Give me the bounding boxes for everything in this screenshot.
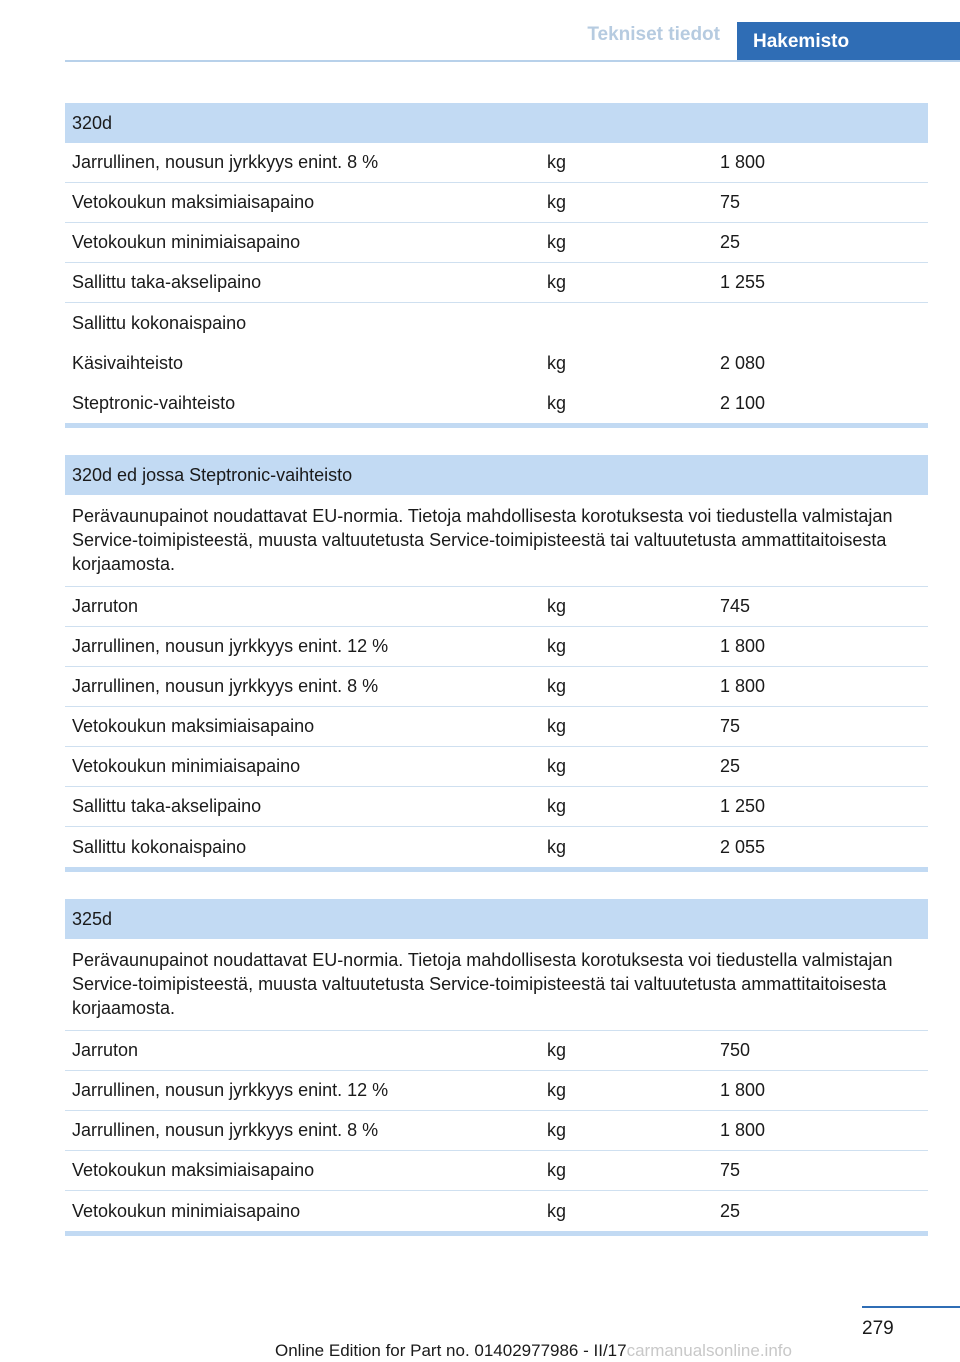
row-unit: kg <box>547 192 567 212</box>
row-unit: kg <box>547 596 567 616</box>
page-header <box>0 0 960 62</box>
row-value: 1 800 <box>720 1080 766 1100</box>
row-label: Jarrullinen, nousun jyrkkyys enint. 8 % <box>72 152 379 172</box>
table-row <box>65 223 928 263</box>
table-row <box>65 1031 928 1071</box>
row-label: Vetokoukun minimiaisapaino <box>72 232 301 252</box>
row-unit: kg <box>547 272 567 292</box>
table-title: 320d <box>65 103 928 143</box>
row-unit: kg <box>547 836 567 857</box>
row-unit: kg <box>547 756 567 776</box>
header-divider <box>65 60 960 62</box>
table-body <box>65 1031 928 1231</box>
row-label: Sallittu taka-akselipaino <box>72 796 262 816</box>
table-row <box>65 343 928 383</box>
table-row <box>65 1111 928 1151</box>
table-row <box>65 747 928 787</box>
table-row <box>65 183 928 223</box>
row-label: Vetokoukun maksimiaisapaino <box>72 716 315 736</box>
row-label: Vetokoukun maksimiaisapaino <box>72 1160 315 1180</box>
row-value: 25 <box>720 1200 741 1221</box>
table-row <box>65 707 928 747</box>
row-unit: kg <box>547 152 567 172</box>
table-body <box>65 587 928 867</box>
row-label: Käsivaihteisto <box>72 352 184 373</box>
table-body <box>65 143 928 423</box>
row-unit: kg <box>547 676 567 696</box>
table-row <box>65 627 928 667</box>
row-value: 1 800 <box>720 1120 766 1140</box>
page-number: 279 <box>862 1318 894 1339</box>
row-value: 75 <box>720 716 741 736</box>
row-unit: kg <box>547 1040 567 1060</box>
row-value: 2 100 <box>720 392 766 413</box>
row-unit: kg <box>547 636 567 656</box>
table-320d <box>65 103 928 428</box>
row-unit: kg <box>547 232 567 252</box>
table-end-bar <box>65 1231 928 1236</box>
page-number-rule <box>862 1306 960 1308</box>
table-title: 325d <box>65 899 928 939</box>
table-row <box>65 143 928 183</box>
row-unit: kg <box>547 716 567 736</box>
table-320d-ed <box>65 455 928 872</box>
table-row <box>65 587 928 627</box>
table-row <box>65 667 928 707</box>
row-label: Sallittu kokonaispaino <box>72 312 247 333</box>
tab-hakemisto[interactable]: Hakemisto <box>737 22 960 62</box>
edition-text: Online Edition for Part no. 01402977986 - II/17 <box>275 1341 627 1360</box>
row-label: Jarrullinen, nousun jyrkkyys enint. 8 % <box>72 676 379 696</box>
table-title: 320d ed jossa Steptronic-vaihteisto <box>65 455 928 495</box>
table-row <box>65 1191 928 1231</box>
row-value: 1 800 <box>720 636 766 656</box>
row-value: 745 <box>720 596 751 616</box>
table-row <box>65 827 928 867</box>
row-unit: kg <box>547 1080 567 1100</box>
table-row <box>65 1151 928 1191</box>
table-note: Perävaunupainot noudattavat EU-normia. Tietoja mahdollisesta korotuksesta voi tiedustella valmistajan Service-toimipisteestä, muusta valtuutetusta Service-toimipisteestä tai valtuutetusta ammattitaitoisesta korjaamosta. <box>65 939 928 1031</box>
row-label: Sallittu taka-akselipaino <box>72 272 262 292</box>
tab-tekniset-tiedot[interactable]: Tekniset tiedot <box>587 24 720 45</box>
row-label: Sallittu kokonaispaino <box>72 836 247 857</box>
watermark: carmanualsonline.info <box>626 1341 792 1360</box>
row-value: 75 <box>720 1160 741 1180</box>
row-label: Vetokoukun maksimiaisapaino <box>72 192 315 212</box>
row-label: Steptronic-vaihteisto <box>72 392 236 413</box>
row-value: 1 800 <box>720 152 766 172</box>
table-row <box>65 383 928 423</box>
row-value: 1 255 <box>720 272 766 292</box>
row-unit: kg <box>547 1200 567 1221</box>
footer-edition <box>275 1341 792 1361</box>
row-value: 750 <box>720 1040 751 1060</box>
table-row <box>65 1071 928 1111</box>
row-label: Jarruton <box>72 596 139 616</box>
row-unit: kg <box>547 392 567 413</box>
table-note: Perävaunupainot noudattavat EU-normia. Tietoja mahdollisesta korotuksesta voi tiedustella valmistajan Service-toimipisteestä, muusta valtuutetusta Service-toimipisteestä tai valtuutetusta ammattitaitoisesta korjaamosta. <box>65 495 928 587</box>
row-label: Jarruton <box>72 1040 139 1060</box>
row-value: 25 <box>720 756 741 776</box>
table-end-bar <box>65 423 928 428</box>
row-label: Vetokoukun minimiaisapaino <box>72 756 301 776</box>
row-unit: kg <box>547 796 567 816</box>
table-row <box>65 787 928 827</box>
row-value: 2 055 <box>720 836 766 857</box>
row-unit: kg <box>547 1120 567 1140</box>
row-unit: kg <box>547 352 567 373</box>
row-value: 2 080 <box>720 352 766 373</box>
table-325d <box>65 899 928 1236</box>
table-row <box>65 263 928 303</box>
row-value: 1 250 <box>720 796 766 816</box>
row-value: 1 800 <box>720 676 766 696</box>
row-value: 25 <box>720 232 741 252</box>
row-label: Vetokoukun minimiaisapaino <box>72 1200 301 1221</box>
row-value: 75 <box>720 192 741 212</box>
row-label: Jarrullinen, nousun jyrkkyys enint. 8 % <box>72 1120 379 1140</box>
table-end-bar <box>65 867 928 872</box>
table-row <box>65 303 928 343</box>
row-label: Jarrullinen, nousun jyrkkyys enint. 12 % <box>72 1080 389 1100</box>
row-unit: kg <box>547 1160 567 1180</box>
row-label: Jarrullinen, nousun jyrkkyys enint. 12 % <box>72 636 389 656</box>
